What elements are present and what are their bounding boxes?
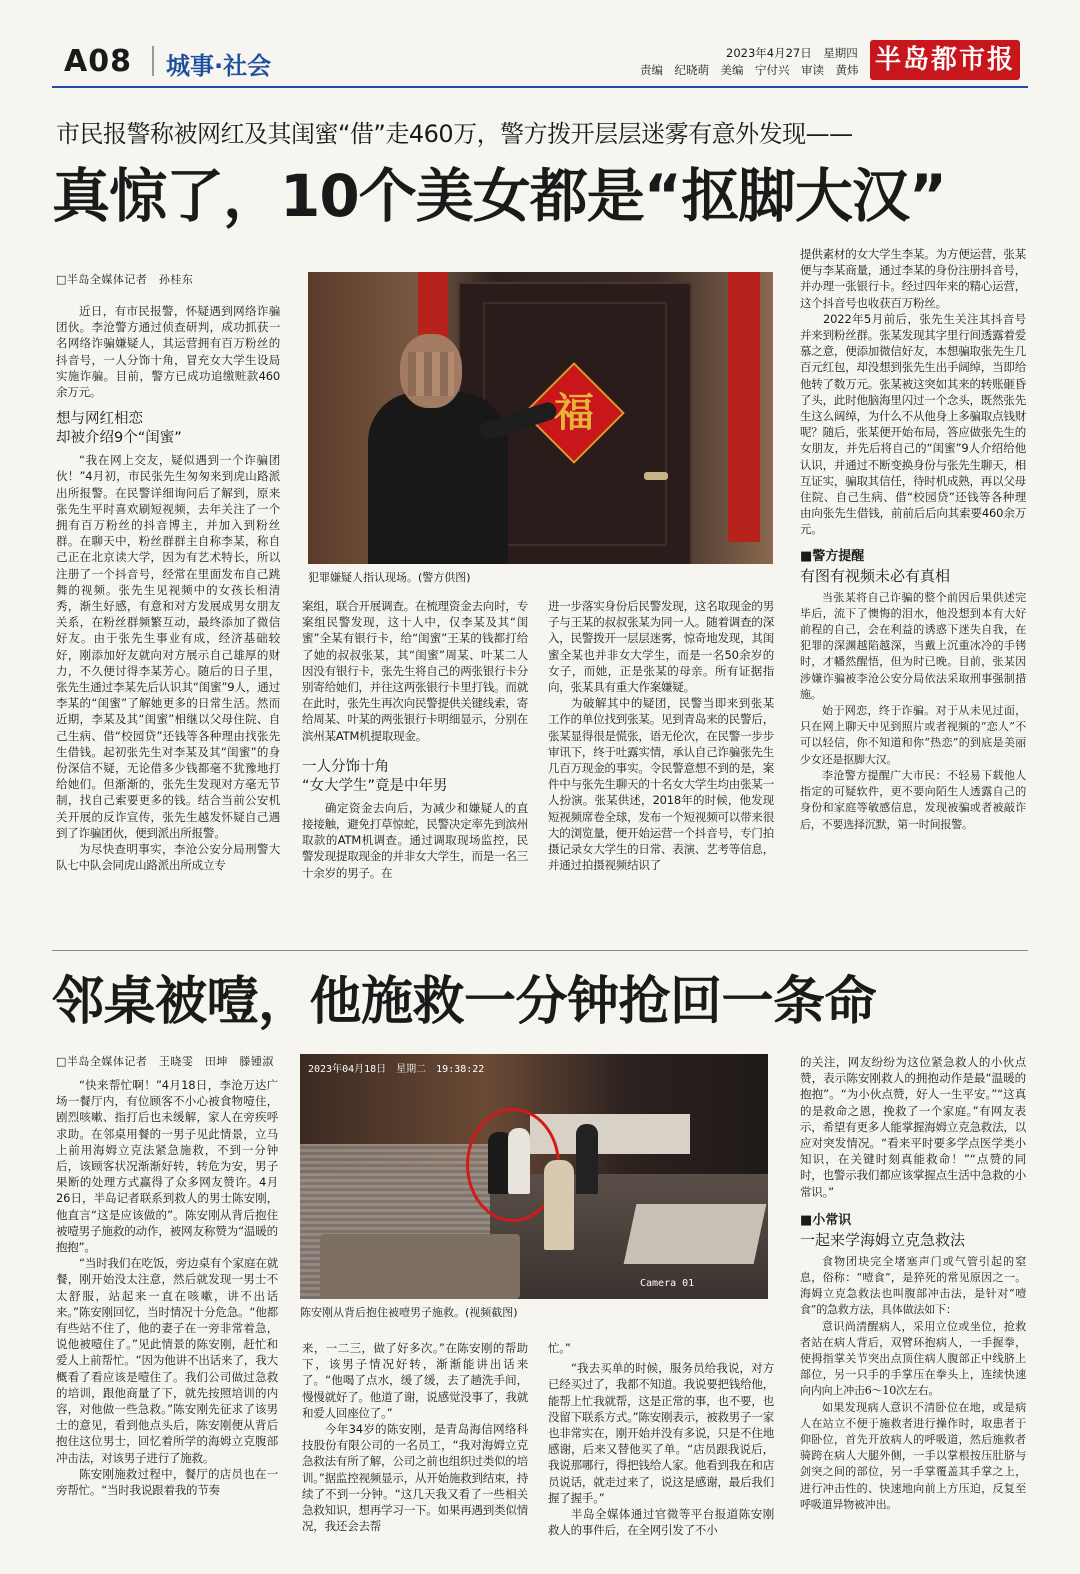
article1-headline: 真惊了，10个美女都是“抠脚大汉” bbox=[52, 162, 946, 230]
police-tip-paragraph: 当张某将自己诈骗的整个前因后果供述完毕后，流下了懊悔的泪水，他没想到本有大好前程的自己，会在利益的诱惑下迷失自我，在犯罪的深渊越陷越深，当戴上沉重冰冷的手铐时，才幡然醒悟，但为时已晚。目前，张某因涉嫌诈骗被李沧公安分局依法采取刑事强制措施。 bbox=[800, 590, 1026, 701]
person-figure bbox=[508, 1128, 530, 1194]
article2-paragraph: 陈安刚施救过程中，餐厅的店员也在一旁帮忙。“当时我说跟着我的节奏 bbox=[56, 1466, 278, 1498]
foreground-table bbox=[320, 1234, 520, 1299]
article2-paragraph: 来，一二三，做了好多次。”在陈安刚的帮助下，该男子情况好转，渐渐能讲出话来了。“他喝了点水，缓了缓，去了趟洗手间，慢慢就好了。他道了谢，说感觉没事了，我就和爱人回座位了。” bbox=[302, 1341, 528, 1420]
editor-credits: 责编 纪晓萌 美编 宁付兴 审读 黄炜 bbox=[640, 63, 859, 77]
article2-paragraph: 的关注，网友纷纷为这位紧急救人的小伙点赞，表示陈安刚救人的拥抱动作是最“温暖的抱抱”。“为小伙点赞，好人一生平安。”“这真的是救命之恩，挽救了一个家庭。”有网友表示，希望有更多人能掌握海姆立克急救法，以应对突发情况。“看来平时要多学点医学类小知识，在关键时刻真能救命！”“点赞的同时，也警示我们都应该掌握点生活中急救的小常识。” bbox=[800, 1055, 1026, 1199]
fu-char: 福 bbox=[554, 390, 594, 436]
article1-paragraph: 2022年5月前后，张先生关注其抖音号并来到粉丝群。张某发现其字里行间透露着爱慕之意，便添加微信好友，本想骗取张先生几百元红包，却没想到张先生出手阔绰，当即给他转了数万元。张某被这突如其来的转账砸昏了头，此时他脑海里闪过一个念头，既然张先生这么阔绰，为什么不从他身上多骗取点钱财呢？随后，张某便开始布局，答应做张先生的女朋友，并先后将自己的“闺蜜”9人介绍给他认识，并通过不断变换身份与张先生聊天，相互证实，骗取其信任，待时机成熟，再以父母住院、自己生病、借“校园贷”还钱等各种理由向张先生借钱，前前后后向其索要460余万元。 bbox=[800, 311, 1026, 537]
article1-byline: □半岛全媒体记者 孙桂东 bbox=[56, 273, 194, 286]
right-couplet bbox=[728, 272, 760, 542]
newspaper-logo bbox=[870, 40, 1020, 80]
article2-paragraph: 忙。” bbox=[548, 1341, 571, 1355]
article2-paragraph: “当时我们在吃饭，旁边桌有个家庭在就餐，刚开始没太注意，然后就发现一男士不太舒服，站起来一直在咳嗽，讲不出话来。”陈安刚回忆，当时情况十分危急。“他都有些站不住了，他的妻子在一旁非常着急，说他被噎住了。”见此情景的陈安刚，赶忙和爱人上前帮忙。“因为他讲不出话来了，我大概看了看应该是噎住了。我们公司做过急救的培训，跟他商量了下，就先按照培训的内容，对他做一些急救。”陈安刚先征求了该男士的意见，看到他点头后，陈安刚便从背后抱住这位男士，回忆着所学的海姆立克腹部冲击法，对该男子进行了施救。 bbox=[56, 1256, 278, 1465]
article2-col2 bbox=[302, 1340, 528, 1534]
police-tip-paragraph: 李沧警方提醒广大市民：不轻易下载他人指定的可疑软件，更不要向陌生人透露自己的身份和家庭等敏感信息，发现被骗或者被敲诈后，不要选择沉默，第一时间报警。 bbox=[800, 768, 1026, 831]
article2-byline: □半岛全媒体记者 王晓雯 田坤 滕锺淑 bbox=[56, 1055, 274, 1068]
article1-kicker: 市民报警称被网红及其闺蜜“借”走460万，警方拨开层层迷雾有意外发现—— bbox=[56, 120, 853, 148]
article2-paragraph: 半岛全媒体通过官微等平台报道陈安刚救人的事件后，在全网引发了不小 bbox=[548, 1507, 774, 1538]
article2-paragraph: “我去买单的时候，服务员给我说，对方已经买过了，我都不知道。我说要把钱给他，能帮上忙我就帮，这是正常的事，也不要，也没留下联系方式。”陈安刚表示，被救男子一家也非常实在，刚开始并没有多说，只是不住地感谢，后来又替他买了单。“店员跟我说后，我说那哪行，得把钱给人家。他看到我在和店员说话，就走过来了，说这是感谢，最后我们握了握手。” bbox=[548, 1361, 775, 1505]
tips-paragraph: 意识尚清醒病人，采用立位或坐位，抢救者站在病人背后，双臂环抱病人，一手握拳，使拇指掌关节突出点顶住病人腹部正中线脐上部位，另一只手的手掌压在拳头上，连续快速向内向上冲击6～10次左右。 bbox=[800, 1319, 1026, 1398]
police-tip-tag: ■警方提醒 bbox=[800, 548, 865, 564]
video-still bbox=[300, 1054, 768, 1299]
person-figure bbox=[576, 1124, 598, 1194]
article1-col1 bbox=[56, 272, 280, 874]
issue-date: 2023年4月27日 星期四 bbox=[726, 46, 858, 60]
article1-paragraph: 进一步落实身份后民警发现，这名取现金的男子与王某的叔叔张某为同一人。随着调查的深入，民警拨开一层层迷雾，惊奇地发现，其闺蜜全某也并非女大学生，而是一名50余岁的女子，而她，正是张某的母亲。所有证据指向，张某具有重大作案嫌疑。 bbox=[548, 599, 774, 695]
dining-table bbox=[624, 1204, 767, 1264]
article1-lead: 近日，有市民报警，怀疑遇到网络诈骗团伙。李沧警方通过侦查研判，成功抓获一名网络诈骗嫌疑人，其运营拥有百万粉丝的抖音号，一人分饰十角，冒充女大学生设局实施诈骗。目前，警方已成功追缴赃款460余万元。 bbox=[56, 304, 280, 400]
photo1-caption: 犯罪嫌疑人指认现场。(警方供图) bbox=[308, 571, 471, 584]
article1-paragraph: 为破解其中的疑团，民警当即来到张某工作的单位找到张某。见到青岛来的民警后，张某显得很是慌张，语无伦次，在民警一步步审讯下，终于吐露实情，承认自己诈骗张先生几百万现金的事实。令民警意想不到的是，案件中与张先生聊天的十名女大学生均由张某一人扮演。张某供述，2018年的时候，他发现短视频席卷全球，发布一个短视频可以带来很大的浏览量，便开始运营一个抖音号，专门拍摄记录女大学生的日常、表演、艺考等信息，并通过拍摄视频结识了 bbox=[548, 696, 774, 873]
article1-paragraph: 确定资金去向后，为减少和嫌疑人的直接接触，避免打草惊蛇，民警决定率先到滨州取款的ATM机调查。通过调取现场监控，民警发现提取现金的并非女大学生，而是一名三十余岁的男子。在 bbox=[302, 800, 528, 880]
article1-subhead1-line2: 却被介绍9个“闺蜜” bbox=[56, 430, 182, 447]
article1-col2 bbox=[302, 598, 528, 881]
masthead bbox=[0, 0, 1080, 92]
masthead-rule bbox=[52, 86, 1028, 88]
article1-col3 bbox=[548, 598, 774, 873]
section-name: 城事·社会 bbox=[166, 52, 272, 80]
article1-paragraph: 案组，联合开展调查。在梳理资金去向时，专案组民警发现，这十人中，仅李某及其“闺蜜”全某有银行卡，给“闺蜜”王某的钱都打给了她的叔叔张某，其“闺蜜”周某、叶某二人因没有银行卡，张先生将自己的两张银行卡分别寄给她们，并往这两张银行卡里打钱。而就在此时，张先生再次向民警提供关键线索，寄给周某、叶某的两张银行卡明细显示，分别在滨州某ATM机提取现金。 bbox=[302, 599, 528, 743]
police-tip-title: 有图有视频未必有真相 bbox=[800, 566, 951, 585]
article1-paragraph: 为尽快查明事实，李沧公安分局刑警大队七中队会同虎山路派出所成立专 bbox=[56, 842, 280, 873]
article2-col4 bbox=[800, 1054, 1026, 1513]
article-separator bbox=[52, 950, 1028, 951]
article1-subhead2-line1: 一人分饰十角 bbox=[302, 758, 389, 775]
tips-tag: ■小常识 bbox=[800, 1212, 852, 1228]
masthead-divider bbox=[152, 46, 154, 76]
video-camera-label: Camera 01 bbox=[640, 1278, 695, 1289]
article1-col4 bbox=[800, 246, 1026, 833]
video-caption: 陈安刚从背后抱住被噎男子施救。(视频截图) bbox=[300, 1306, 518, 1319]
article1-paragraph: “我在网上交友，疑似遇到一个诈骗团伙！”4月初，市民张先生匆匆来到虎山路派出所报警。在民警详细询问后了解到，原来张先生平时喜欢刷短视频，去年关注了一个拥有百万粉丝的抖音博主，并加入到粉丝群。在聊天中，粉丝群群主自称李某，称自己正在北京读大学，因为有艺术特长，所以注册了一个抖音号，经常在里面发布自己跳舞的视频。张先生见视频中的女孩长相清秀，渐生好感，有意和对方发展成男女朋友关系，在粉丝群频繁互动，最终添加了微信好友。由于张先生事业有成，经济基础较好，刚添加好友就向对方展示自己雄厚的财力，不久便讨得李某芳心。随后的日子里，张先生通过李某先后认识其“闺蜜”9人，通过李某的“闺蜜”了解她更多的日常生活。然而近期，李某及其“闺蜜”相继以父母住院、自己生病、借“校园贷”还钱等各种理由找张先生借钱。起初张先生对李某及其“闺蜜”的身份深信不疑，无论借多少钱都毫不犹豫地打给她们。但渐渐的，张先生发现对方毫无节制，找自己索要更多的钱。结合当前公安机关开展的反诈宣传，张先生越发怀疑自己遇到了诈骗团伙，便到派出所报警。 bbox=[56, 453, 280, 840]
police-tip-paragraph: 始于网恋，终于诈骗。对于从未见过面，只在网上聊天中见到照片或者视频的“恋人”不可以轻信，你不知道和你“热恋”的到底是美丽少女还是抠脚大汉。 bbox=[800, 704, 1026, 766]
suspect-figure bbox=[368, 392, 508, 564]
suspect-photo bbox=[308, 272, 773, 564]
page-number: A08 bbox=[64, 44, 132, 79]
person-figure bbox=[544, 1160, 574, 1250]
door-handle bbox=[644, 472, 668, 480]
video-timestamp: 2023年04月18日 星期二 19:38:22 bbox=[308, 1064, 485, 1075]
tips-title: 一起来学海姆立克急救法 bbox=[800, 1230, 966, 1249]
article2-paragraph: “快来帮忙啊！”4月18日，李沧万达广场一餐厅内，有位顾客不小心被食物噎住，剧烈咳嗽、指打后也未缓解，家人在旁疾呼求助。在邻桌用餐的一男子见此情景，立马上前用海姆立克法紧急施救，不到一分钟后，该顾客状况渐渐好转，转危为安，男子果断的处理方式赢得了众多网友赞许。4月26日，半岛记者联系到救人的男士陈安刚，他直言“这是应该做的”。陈安刚从背后抱住被噎男子施救的动作，被网友称赞为“温暖的抱抱”。 bbox=[56, 1078, 278, 1255]
article2-headline: 邻桌被噎，他施救一分钟抢回一条命 bbox=[52, 972, 877, 1032]
logo-text: 半岛都市报 bbox=[874, 45, 1015, 75]
article1-subhead1-line1: 想与网红相恋 bbox=[56, 411, 143, 428]
article1-paragraph: 提供素材的女大学生李某。为方便运营，张某便与李某商量，通过李某的身份注册抖音号，并办理一张银行卡。经过四年来的精心运营，这个抖音号也收获百万粉丝。 bbox=[800, 247, 1026, 310]
article2-col3 bbox=[548, 1340, 774, 1538]
tips-paragraph: 如果发现病人意识不清卧位在地，或是病人在站立不便于施救者进行操作时，取患者于仰卧位，首先开放病人的呼吸道，然后施救者骑跨在病人大腿外侧，一手以掌根按压肚脐与剑突之间的部位，另一手掌覆盖其手掌之上，进行冲击性的、快速地向前上方压迫，反复至呼吸道异物被冲出。 bbox=[800, 1400, 1026, 1511]
article2-col1 bbox=[56, 1054, 278, 1498]
article2-paragraph: 今年34岁的陈安刚，是青岛海信网络科技股份有限公司的一名员工，“我对海姆立克急救法有所了解，公司之前也组织过类似的培训。”据监控视频显示，从开始施救到结束，持续了不到一分钟。“这几天我又看了一些相关急救知识，想再学习一下。如果再遇到类似情况，我还会去帮 bbox=[302, 1422, 529, 1534]
article1-subhead2-line2: “女大学生”竟是中年男 bbox=[302, 777, 448, 794]
face-mosaic bbox=[408, 352, 454, 396]
tips-paragraph: 食物团块完全堵塞声门或气管引起的窒息，俗称：“噎食”，是猝死的常见原因之一。海姆立克急救法也叫腹部冲击法，是针对“噎食”的急救方法，具体做法如下： bbox=[800, 1254, 1026, 1317]
